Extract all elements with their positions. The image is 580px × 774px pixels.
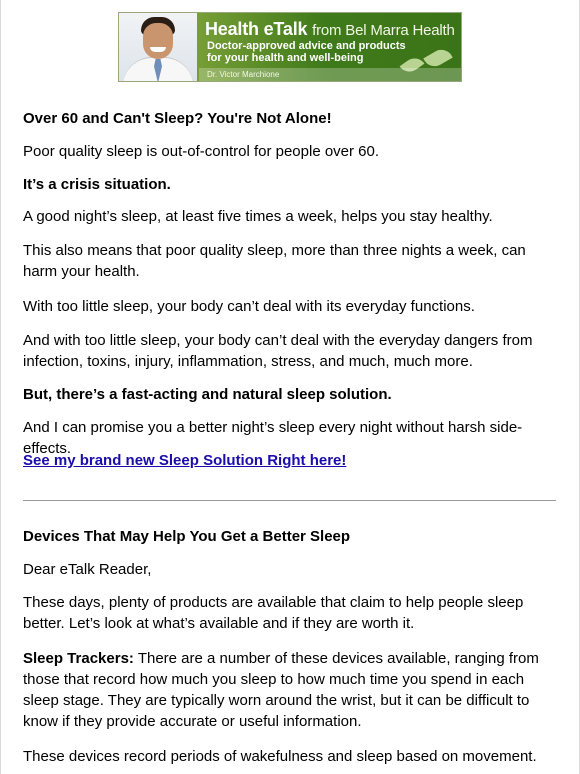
doctor-photo <box>119 13 197 81</box>
article-paragraph: These days, plenty of products are available that claim to help people sleep better. Let’s look at what’s available and if they are worth it. <box>23 594 524 632</box>
article-greeting: Dear eTalk Reader, <box>23 561 152 578</box>
doctor-name: Dr. Victor Marchione <box>199 68 461 81</box>
article-title: Devices That May Help You Get a Better Sleep <box>23 528 351 545</box>
promo-paragraph-bold: It’s a crisis situation. <box>23 176 171 193</box>
sleep-trackers-text: There are a number of these devices available, ranging from those that record how much you sleep to how much time you spend in each sleep stage. They are typically worn around the wrist, but it can be difficult to know if they provide accurate or useful information. <box>23 650 539 730</box>
banner-title <box>205 19 455 40</box>
banner-tagline: Doctor-approved advice and products for your health and well-being <box>207 40 406 64</box>
promo-paragraph: And I can promise you a better night’s sleep every night without harsh side-effects. <box>23 419 523 457</box>
promo-paragraph-bold: But, there’s a fast-acting and natural sleep solution. <box>23 386 392 403</box>
promo-headline: Over 60 and Can't Sleep? You're Not Alone! <box>23 110 332 127</box>
banner-title-bold: Health eTalk <box>205 19 308 39</box>
leaf-icon <box>423 45 453 70</box>
promo-paragraph: And with too little sleep, your body can’t deal with the everyday dangers from infection, toxins, injury, inflammation, stress, and much, much more. <box>23 332 533 370</box>
sleep-solution-link[interactable]: See my brand new Sleep Solution Right here! <box>23 452 347 469</box>
cta-paragraph <box>23 450 543 471</box>
promo-paragraph: With too little sleep, your body can’t deal with its everyday functions. <box>23 298 475 315</box>
article-paragraph: These devices record periods of wakefulness and sleep based on movement. <box>23 748 537 765</box>
banner-title-light: from Bel Marra Health <box>312 22 455 39</box>
promo-paragraph: Poor quality sleep is out-of-control for people over 60. <box>23 143 380 160</box>
promo-paragraph: This also means that poor quality sleep, more than three nights a week, can harm your health. <box>23 242 526 280</box>
sleep-trackers-label: Sleep Trackers: <box>23 650 134 667</box>
health-etalk-banner[interactable] <box>118 12 462 82</box>
article-paragraph <box>23 648 543 732</box>
section-divider <box>23 500 556 501</box>
promo-paragraph: A good night’s sleep, at least five times a week, helps you stay healthy. <box>23 208 493 225</box>
